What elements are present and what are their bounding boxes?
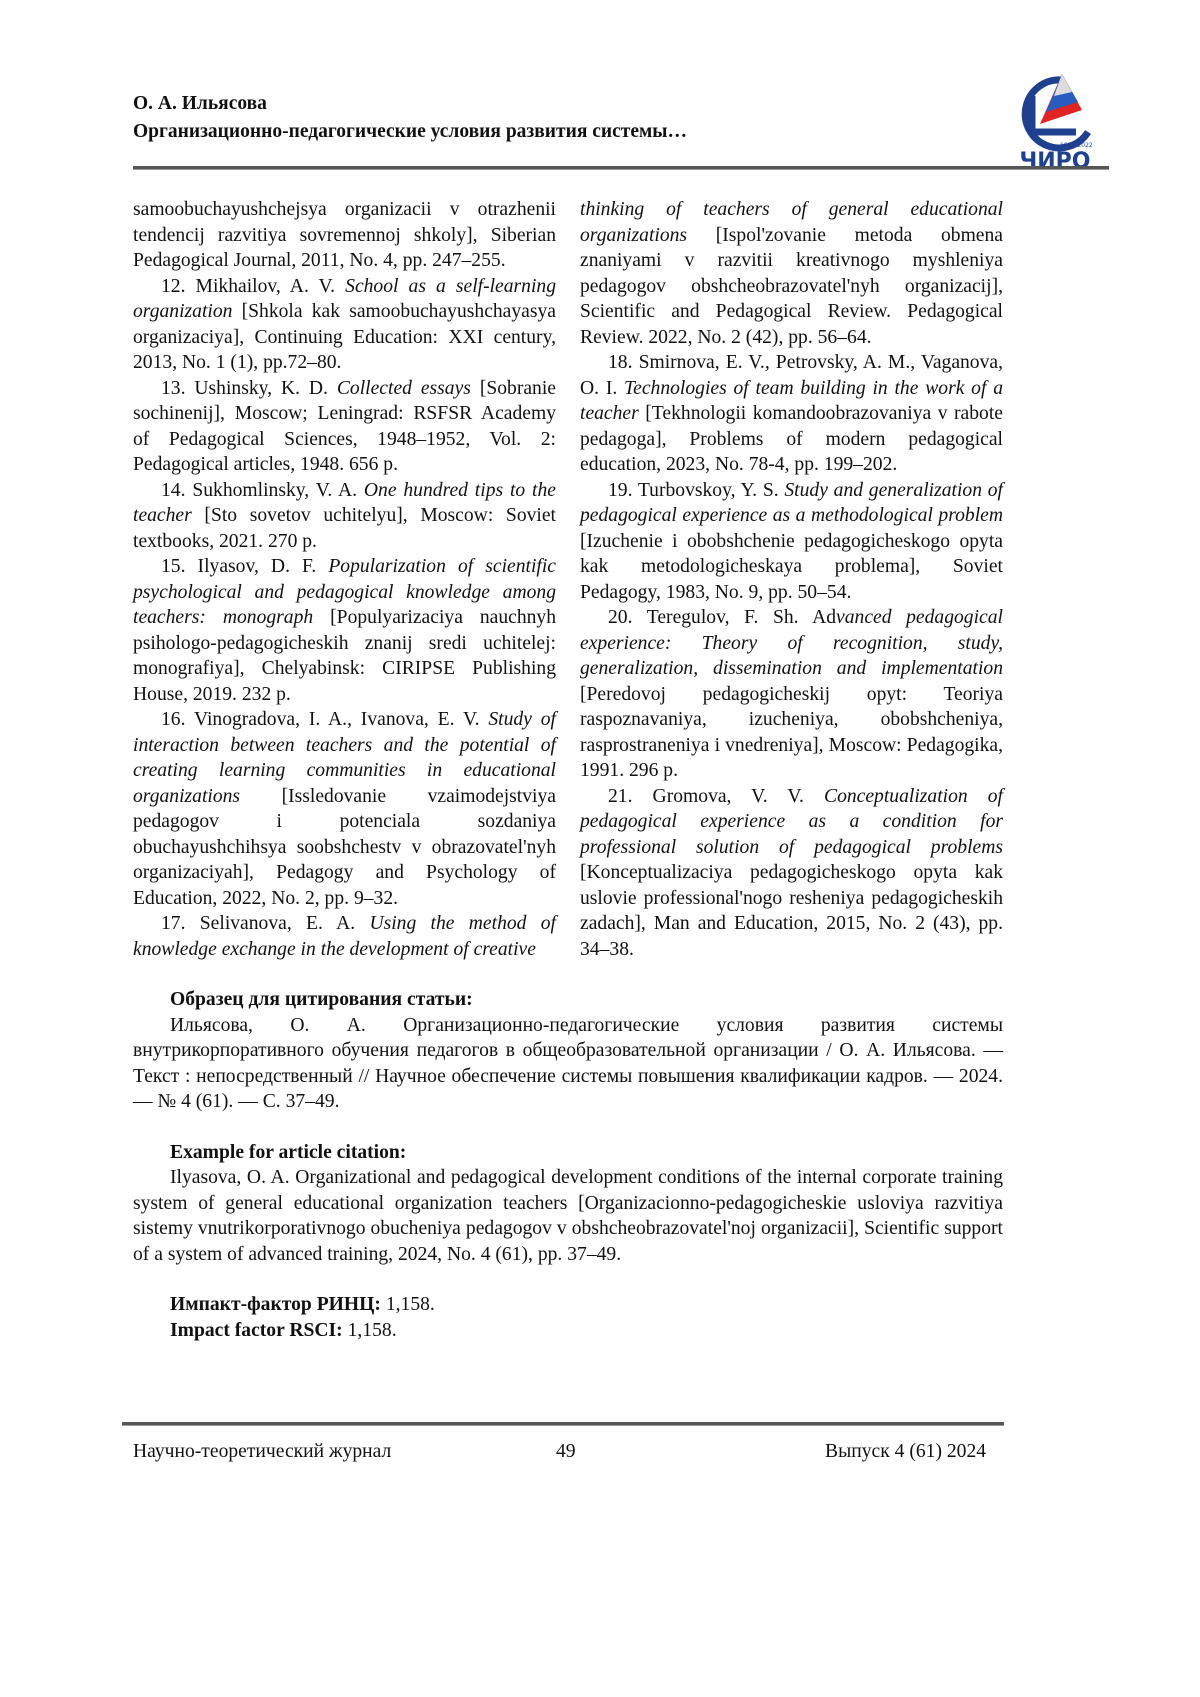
impact-rsci-value: 1,158.	[343, 1320, 397, 1341]
reference-title: School as a self-learning organization	[133, 276, 556, 323]
reference-text: 21. Gromova, V. V.	[608, 786, 824, 807]
reference-text: [Izuchenie i obobshchenie pedagogicheskogo opyta kak metodologicheskaya problema], Soviet Pedagogy, 1983, No. 9, pp. 50–54.	[580, 531, 1003, 603]
reference-item	[580, 784, 1003, 963]
impact-factors	[133, 1292, 1003, 1343]
reference-item	[133, 478, 556, 555]
reference-text: [Konceptualizaciya pedagogicheskogo opyta kak uslovie professional'nogo resheniya pedagogicheskih zadach], Man and Education, 2015, No. 2 (43), pp. 34–38.	[580, 862, 1003, 960]
references-left-column	[133, 197, 556, 962]
chiro-logo	[1000, 66, 1110, 176]
reference-text: [Sto sovetov uchitelyu], Moscow: Soviet textbooks, 2021. 270 p.	[133, 505, 556, 552]
reference-text: samoobuchayushchejsya organizacii v otrazhenii tendencij razvitiya sovremennoj shkoly], Siberian Pedagogical Journal, 2011, No. 4, pp. 247–255.	[133, 199, 556, 271]
reference-title: One hundred tips to the teacher	[133, 480, 556, 527]
reference-text: [Ispol'zovanie metoda obmena znaniyami v razvitii kreativnogo myshleniya pedagogov obshcheobrazovatel'nyh organizacij], Scientific and Pedagogical Review. Pedagogical Review. 2022, No. 2 (42), pp. 56–64.	[580, 225, 1003, 348]
reference-text: 15. Ilyasov, D. F.	[161, 556, 328, 577]
reference-title: Study and generalization of pedagogical experience as a methodological problem	[580, 480, 1003, 527]
reference-title: Using the method of knowledge exchange in the development of creative	[133, 913, 556, 960]
page-body	[133, 197, 1003, 1343]
reference-text: 17. Selivanova, E. A.	[161, 913, 369, 934]
logo-text: ЧИРО	[1019, 149, 1090, 174]
reference-title: thinking of teachers of general educational organizations	[580, 199, 1003, 246]
reference-text: 14. Sukhomlinsky, V. A.	[161, 480, 364, 501]
reference-item	[133, 376, 556, 478]
reference-text: 20. Teregulov, F. Sh. Ad	[608, 607, 836, 628]
reference-text: [Tekhnologii komandoobrazovaniya v rabote pedagoga], Problems of modern pedagogical education, 2023, No. 78-4, pp. 199–202.	[580, 403, 1003, 475]
reference-item	[580, 605, 1003, 784]
reference-text: 18. Smirnova, E. V., Petrovsky, A. M., Vaganova, O. I.	[580, 352, 1003, 399]
citation-ru	[133, 987, 1003, 1115]
footer-journal: Научно-теоретический журнал	[133, 1440, 391, 1464]
citation-en-title: Example for article citation:	[133, 1140, 1003, 1166]
reference-item	[133, 274, 556, 376]
reference-item	[133, 707, 556, 911]
footer-page-number: 49	[556, 1440, 576, 1464]
reference-item	[580, 350, 1003, 478]
citation-en	[133, 1140, 1003, 1268]
reference-text: [Issledovanie vzaimodejstviya pedagogov i potenciala sozdaniya obuchayushchihsya soobshchestv v obrazovatel'nyh organizaciyah], Pedagogy and Psychology of Education, 2022, No. 2, pp. 9–32.	[133, 786, 556, 909]
reference-text: 16. Vinogradova, I. A., Ivanova, E. V.	[161, 709, 488, 730]
reference-item	[133, 197, 556, 274]
reference-text: [Shkola kak samoobuchayushchayasya organizaciya], Continuing Education: XXI century, 2013, No. 1 (1), pp.72–80.	[133, 301, 556, 373]
reference-title: Collected essays	[337, 378, 471, 399]
header-author: О. А. Ильясова	[133, 90, 687, 118]
references-columns	[133, 197, 1003, 962]
header-title: Организационно-педагогические условия развития системы…	[133, 118, 687, 146]
reference-text: [Sobranie sochinenij], Moscow; Leningrad: RSFSR Academy of Pedagogical Sciences, 1948–1952, Vol. 2: Pedagogical articles, 1948. 656 p.	[133, 378, 556, 476]
references-right-column	[580, 197, 1003, 962]
footer-issue: Выпуск 4 (61) 2024	[825, 1440, 986, 1464]
logo-subtext: 1937-2022	[1060, 142, 1093, 149]
reference-title: vanced pedagogical experience: Theory of recognition, study, generalization, dissemination and implementation	[580, 607, 1003, 679]
reference-item	[133, 554, 556, 707]
impact-rinc-value: 1,158.	[381, 1294, 435, 1315]
reference-title: Conceptualization of pedagogical experience as a condition for professional solution of pedagogical problems	[580, 786, 1003, 858]
reference-item	[580, 478, 1003, 606]
running-header	[133, 90, 687, 146]
impact-rsci-label: Impact factor RSCI:	[170, 1320, 343, 1341]
reference-item	[133, 911, 556, 962]
citation-ru-text: Ильясова, О. А. Организационно-педагогические условия развития системы внутрикорпоративного обучения педагогов в общеобразовательной организации / О. А. Ильясова. — Текст : непосредственный // Научное обеспечение системы повышения квалификации кадров. — 2024. — № 4 (61). — С. 37–49.	[133, 1013, 1003, 1115]
reference-title: Technologies of team building in the work of a teacher	[580, 378, 1003, 425]
reference-text: [Populyarizaciya nauchnyh psihologo-pedagogicheskih znanij sredi uchitelej: monografiya], Chelyabinsk: CIRIPSE Publishing House, 2019. 232 p.	[133, 607, 556, 705]
footer-rule	[122, 1422, 1004, 1426]
reference-text: 12. Mikhailov, A. V.	[161, 276, 345, 297]
citation-en-text: Ilyasova, O. A. Organizational and pedagogical development conditions of the internal corporate training system of general educational organization teachers [Organizacionno-pedagogicheskie usloviya razvitiya sistemy vnutrikorporativnogo obucheniya pedagogov v obshcheobrazovatel'noj organizacii], Scientific support of a system of advanced training, 2024, No. 4 (61), pp. 37–49.	[133, 1165, 1003, 1267]
header-rule	[133, 166, 1109, 170]
reference-text: 13. Ushinsky, K. D.	[161, 378, 337, 399]
reference-title: Popularization of scientific psychological and pedagogical knowledge among teachers: monograph	[133, 556, 556, 628]
reference-text: [Peredovoj pedagogicheskij opyt: Teoriya raspoznavaniya, izucheniya, obobshcheniya, rasprostraneniya i vnedreniya], Moscow: Pedagogika, 1991. 296 p.	[580, 684, 1003, 782]
reference-text: 19. Turbovskoy, Y. S.	[608, 480, 784, 501]
reference-item	[580, 197, 1003, 350]
reference-title: Study of interaction between teachers and the potential of creating learning communities in educational organizations	[133, 709, 556, 807]
citation-ru-title: Образец для цитирования статьи:	[133, 987, 1003, 1013]
impact-rinc-label: Импакт-фактор РИНЦ:	[170, 1294, 381, 1315]
